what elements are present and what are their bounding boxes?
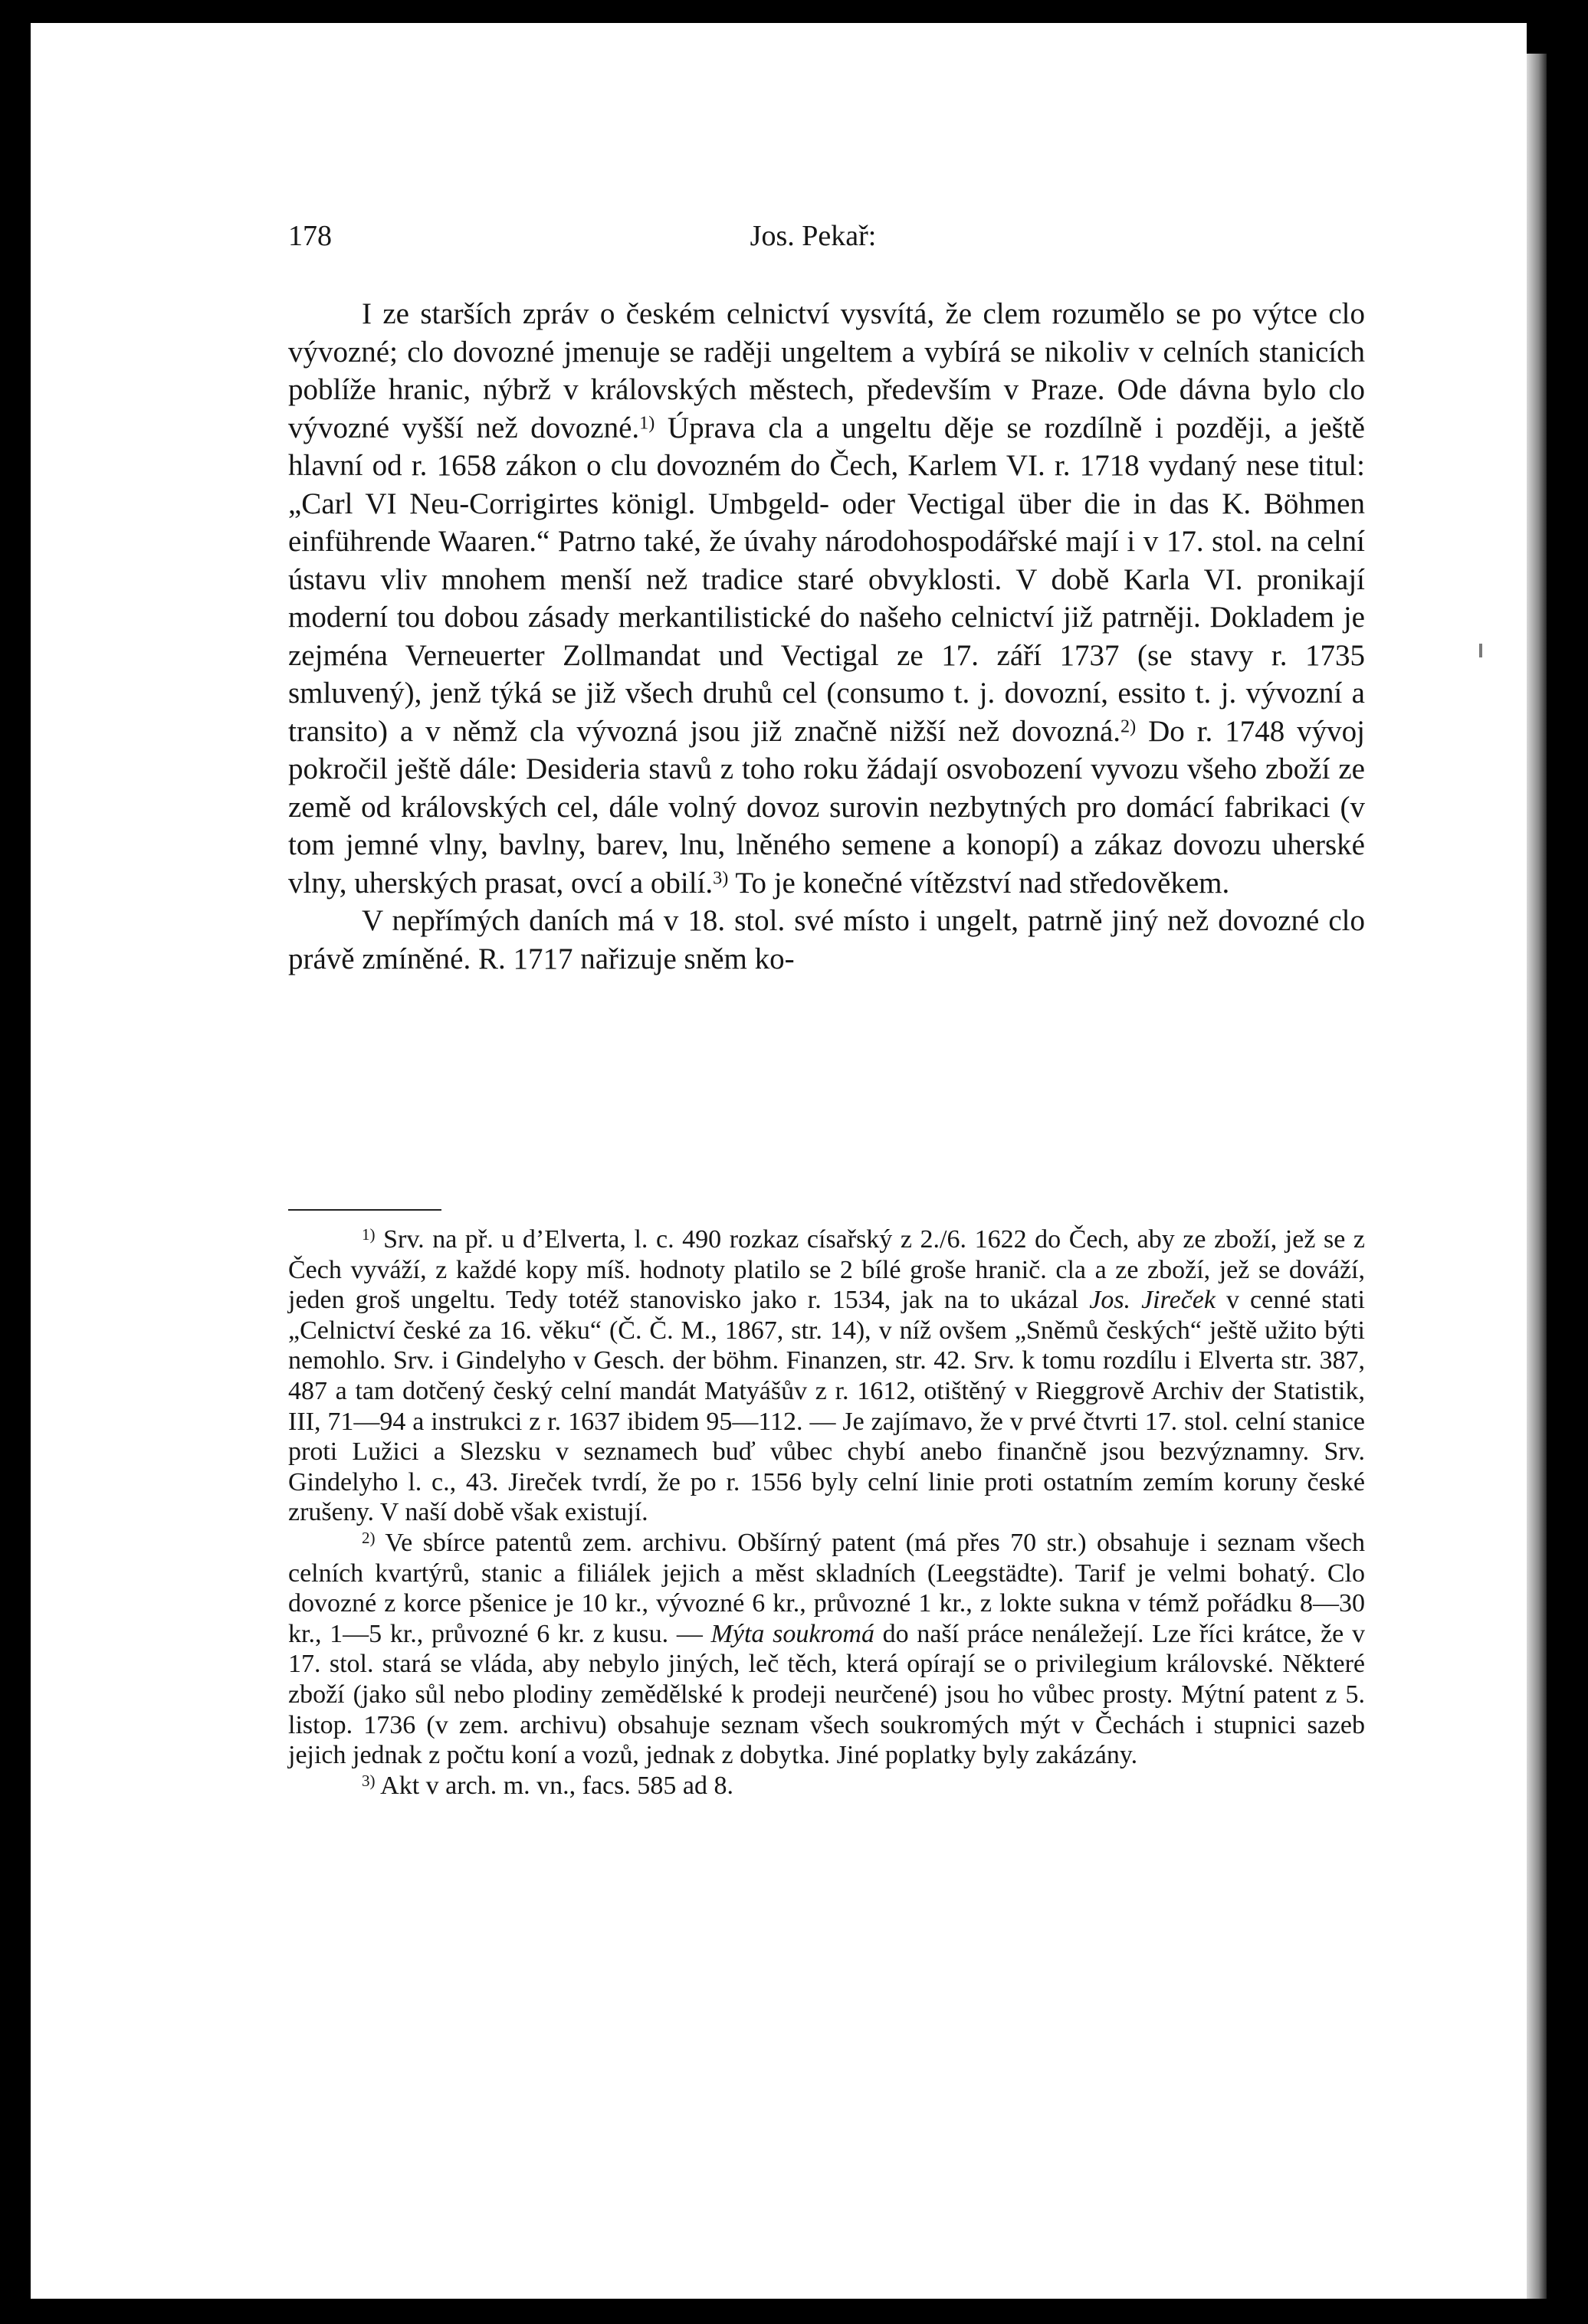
page-edge xyxy=(1527,54,1547,2299)
footnote-reference: 3) xyxy=(713,867,729,888)
paragraph xyxy=(288,295,1365,902)
footnote-mark: 3) xyxy=(362,1771,376,1790)
footnote-separator xyxy=(288,1209,441,1211)
footnote-italic: Jos. Jireček xyxy=(1089,1286,1216,1315)
footnote-text: do naší práce nenáležejí. Lze říci krátce, že v 17. stol. stará se vláda, aby nebylo jiných, leč těch, která opírají se o privilegium královské. Některé zboží (jako sůl nebo plodiny zemědělské k prodeji neurčené) jsou ho vůbec prosty. Mýtní patent z 5. listop. 1736 (v zem. archivu) obsahuje seznam všech soukromých mýt v Čechách i stupnici sazeb jejich jednak z počtu koní a vozů, jednak z dobytka. Jiné poplatky byly zakázány. xyxy=(288,1619,1365,1770)
footnotes xyxy=(288,1224,1365,1801)
page-number: 178 xyxy=(288,220,332,252)
footnote xyxy=(288,1224,1365,1528)
paragraph-text: Úprava cla a ungeltu děje se rozdílně i později, a ještě hlavní od r. 1658 zákon o clu dovozném do Čech, Karlem VI. r. 1718 vydaný nese titul: „Carl VI Neu-Corrigirtes königl. Umbgeld- oder Vectigal über die in das K. Böhmen einführende Waaren.“ Patrno také, že úvahy národohospodářské mají i v 17. stol. na celní ústavu vliv mnohem menší než tradice staré obvyklosti. V době Karla VI. pronikají moderní tou dobou zásady merkantilistické do našeho celnictví již patrněji. Dokladem je zejména Verneuerter Zollmandat und Vectigal ze 17. září 1737 (se stavy r. 1735 smluvený), jenž týká se již všech druhů cel (consumo t. j. dovozní, essito t. j. vývozní a transito) a v němž cla vývozná jsou již značně nižší než dovozná. xyxy=(288,411,1365,748)
paragraph-text: To je konečné vítězství nad středověkem. xyxy=(728,866,1230,900)
paragraph-text: I ze starších zpráv o českém celnictví vysvítá, že clem rozumělo se po výtce clo vývozné; clo dovozné jmenuje se raději ungeltem a vybírá se nikoliv v celních stanicích poblíže hranic, nýbrž v královských městech, především v Praze. Ode dávna bylo clo vývozné vyšší než dovozné. xyxy=(288,297,1365,444)
running-head: Jos. Pekař: xyxy=(750,220,877,252)
footnote xyxy=(288,1771,1365,1801)
paragraph-text: Do r. 1748 vývoj pokročil ještě dále: Desideria stavů z toho roku žádají osvobození vyvozu všeho zboží ze země od královských cel, dále volný dovoz surovin nezbytných pro domácí fabrikaci (v tom jemné vlny, bavlny, barev, lnu, lněného semene a konopí) a zákaz dovozu uherské vlny, uherských prasat, ovcí a obilí. xyxy=(288,714,1365,900)
scan-mark xyxy=(1479,644,1482,657)
footnote-reference: 1) xyxy=(639,411,655,433)
footnote-mark: 2) xyxy=(362,1528,376,1547)
footnote-text: v cenné stati „Celnictví české za 16. věku“ (Č. Č. M., 1867, str. 14), v níž ovšem „Sněmů českých“ ještě užito býti nemohlo. Srv. i Gindelyho v Gesch. der böhm. Finanzen, str. 42. Srv. k tomu rozdílu i Elverta str. 387, 487 a tam dotčený český celní mandát Matyášův z r. 1612, otištěný v Rieggrově Archiv der Statistik, III, 71—94 a instrukci z r. 1637 ibidem 95—112. — Je zajímavo, že v prvé čtvrti 17. stol. celní stanice proti Lužici a Slezsku v seznamech buď vůbec chybí anebo finančně jsou bezvýznamny. Srv. Gindelyho l. c., 43. Jireček tvrdí, že po r. 1556 byly celní linie proti ostatním zemím koruny české zrušeny. V naší době však existují. xyxy=(288,1286,1365,1527)
footnote-text: Srv. na př. u d’Elverta, l. c. 490 rozkaz císařský z 2./6. 1622 do Čech, aby ze zboží, jež se z Čech vyváží, z každé kopy míš. hodnoty platilo se 2 bílé groše hranič. cla a ze zboží, jež se dováží, jeden groš ungeltu. Tedy totéž stanovisko jako r. 1534, jak na to ukázal xyxy=(288,1225,1365,1315)
footnote xyxy=(288,1528,1365,1771)
footnote-italic: Mýta soukromá xyxy=(710,1619,874,1648)
paragraph: V nepřímých daních má v 18. stol. své místo i ungelt, patrně jiný než dovozné clo právě zmíněné. R. 1717 nařizuje sněm ko- xyxy=(288,904,1365,975)
main-text xyxy=(288,295,1365,978)
footnote-text: Akt v arch. m. vn., facs. 585 ad 8. xyxy=(375,1771,733,1800)
page-header xyxy=(288,216,1338,256)
footnote-reference: 2) xyxy=(1120,715,1137,736)
footnote-text: Ve sbírce patentů zem. archivu. Obšírný patent (má přes 70 str.) obsahuje i seznam všech celních kvartýrů, stanic a filiálek jejich a měst skladních (Leegstädte). Tarif je velmi bohatý. Clo dovozné z korce pšenice je 10 kr., vývozné 6 kr., průvozné 1 kr., z lokte sukna v témž pořádku 8—30 kr., 1—5 kr., průvozné 6 kr. z kusu. — xyxy=(288,1528,1365,1648)
footnote-mark: 1) xyxy=(362,1224,376,1244)
